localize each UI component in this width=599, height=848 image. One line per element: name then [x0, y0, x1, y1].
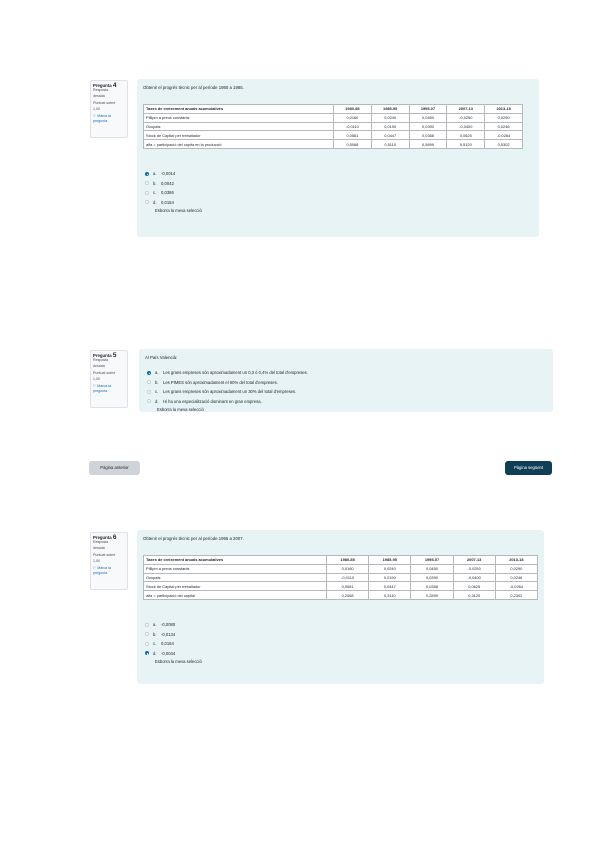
answer-option-b[interactable]	[147, 378, 547, 388]
table-cell: 0,0581	[334, 131, 372, 140]
table-row	[144, 582, 538, 591]
option-letter: a.	[153, 622, 157, 628]
table-header: 1985-95	[371, 105, 409, 114]
table-cell: 0,5899	[409, 140, 447, 149]
radio-icon[interactable]	[147, 399, 151, 403]
option-text: Les grans empreses són aproximadament un 30% del total d'empreses.	[163, 389, 297, 395]
table-cell: -0,0250	[447, 113, 485, 122]
radio-icon[interactable]	[145, 651, 149, 655]
table-cell: 0,0240	[369, 564, 411, 573]
table-cell: -0,0264	[495, 582, 537, 591]
answer-option-c[interactable]	[147, 387, 547, 397]
answer-options	[145, 169, 533, 213]
table-cell: 0,0290	[495, 564, 537, 573]
answer-option-c[interactable]	[145, 188, 533, 198]
table-cell: 0,5302	[485, 140, 523, 149]
option-letter: a.	[153, 171, 157, 177]
question-label: Pregunta	[93, 535, 112, 540]
flag-icon: ⚐	[93, 114, 97, 119]
flag-icon: ⚐	[93, 384, 97, 389]
question-text: Obtenir el progrés tècnic per al període 1980 a 1985.	[143, 85, 244, 90]
score-text: Puntuat sobre	[93, 101, 116, 106]
question-number-value: 6	[112, 534, 117, 541]
option-text: 0,0042	[161, 180, 174, 186]
table-cell: Ocupats	[144, 573, 327, 582]
table-cell: Stock de Capital per treballador	[144, 582, 327, 591]
table-cell: 0,0390	[411, 573, 453, 582]
flag-label: Marca la	[97, 566, 112, 571]
option-letter: b.	[153, 180, 157, 186]
option-text: -0,0134	[161, 631, 176, 637]
growth-rates-table	[143, 555, 538, 600]
status-text: Resposta	[93, 540, 109, 545]
table-cell: 0,0390	[409, 122, 447, 131]
score-value: 1,00	[93, 558, 100, 563]
question-number-value: 4	[112, 82, 117, 89]
previous-page-button[interactable]: Pàgina anterior	[89, 461, 140, 475]
score-text: Puntuat sobre	[93, 371, 116, 376]
table-header-row	[144, 556, 538, 565]
question-content	[137, 79, 539, 237]
table-header: 2013-18	[485, 105, 523, 114]
table-cell: 0,5110	[371, 140, 409, 149]
radio-icon[interactable]	[145, 181, 149, 185]
score-value: 1,00	[93, 376, 100, 381]
option-text: -0,0080	[161, 622, 176, 628]
question-text: Al País Valencià:	[145, 355, 178, 360]
table-cell: 0,3110	[369, 591, 411, 600]
answer-option-d[interactable]	[145, 648, 538, 658]
table-cell: alfa = participació del capital	[144, 591, 327, 600]
question-info	[90, 532, 128, 590]
table-cell: PIBpm a preus constants	[144, 564, 327, 573]
score-value: 1,00	[93, 106, 100, 111]
option-text: -0,0014	[161, 171, 176, 177]
table-cell: 0,2302	[495, 591, 537, 600]
table-header: 2013-18	[495, 556, 537, 565]
growth-rates-table	[143, 104, 523, 149]
table-cell: -0,0250	[453, 564, 495, 573]
table-cell: 0,0450	[411, 564, 453, 573]
table-row	[144, 573, 538, 582]
table-cell: -0,0400	[447, 122, 485, 131]
table-header: 1995-07	[411, 556, 453, 565]
table-cell: 0,0246	[495, 573, 537, 582]
radio-icon[interactable]	[147, 371, 151, 375]
table-row	[144, 122, 523, 131]
answer-options	[145, 620, 538, 664]
clear-selection-link[interactable]: Esborra la meva selecció	[155, 658, 202, 664]
question-label: Pregunta	[93, 83, 112, 88]
table-header: 1980-85	[327, 556, 369, 565]
answer-option-a[interactable]	[147, 368, 547, 378]
table-cell: 0,0246	[485, 122, 523, 131]
status-text: desada	[93, 93, 105, 98]
table-cell: -0,0400	[453, 573, 495, 582]
score-text: Puntuat sobre	[93, 553, 116, 558]
table-cell: Ocupats	[144, 122, 334, 131]
table-cell: 0,0240	[371, 113, 409, 122]
table-header: Taxes de creixement anuals acumulatives	[144, 556, 327, 565]
table-cell: 0,0625	[453, 582, 495, 591]
radio-icon[interactable]	[145, 632, 149, 636]
table-cell: -0,0110	[327, 573, 369, 582]
answer-option-a[interactable]	[145, 169, 533, 179]
radio-icon[interactable]	[145, 623, 149, 627]
table-cell: -0,0110	[334, 122, 372, 131]
table-cell: 0,0290	[485, 113, 523, 122]
option-text: 0,0386	[161, 190, 174, 196]
table-cell: 0,0190	[371, 122, 409, 131]
radio-icon[interactable]	[145, 642, 149, 646]
option-letter: b.	[155, 379, 159, 385]
option-letter: c.	[153, 641, 157, 647]
option-text: -0,0044	[161, 650, 176, 656]
status-text: Resposta	[93, 88, 109, 93]
flag-label[interactable]: pregunta	[93, 389, 108, 394]
option-letter: d.	[155, 398, 159, 404]
radio-icon[interactable]	[145, 200, 149, 204]
table-cell: 0,0447	[371, 131, 409, 140]
clear-selection-link[interactable]: Esborra la meva selecció	[157, 407, 204, 412]
status-text: desada	[93, 363, 105, 368]
table-header: 2007-13	[447, 105, 485, 114]
table-row	[144, 113, 523, 122]
table-row	[144, 564, 538, 573]
clear-selection-link[interactable]: Esborra la meva selecció	[155, 207, 202, 213]
table-cell: 0,2899	[411, 591, 453, 600]
table-row	[144, 140, 523, 149]
table-cell: 0,0358	[411, 582, 453, 591]
table-cell: 0,5068	[334, 140, 372, 149]
table-cell: 0,0160	[334, 113, 372, 122]
answer-option-b[interactable]	[145, 629, 538, 639]
question-label: Pregunta	[93, 353, 112, 358]
answer-option-d[interactable]	[145, 197, 533, 207]
option-text: Les PIMES són aproximadament el 60% del total d'empreses.	[163, 379, 278, 385]
question-text: Obtenir el progrés tècnic per al període 1995 a 2007.	[143, 536, 244, 541]
flag-icon: ⚐	[93, 566, 97, 571]
flag-label[interactable]: pregunta	[93, 119, 108, 124]
question-content	[139, 349, 553, 412]
status-text: desada	[93, 545, 105, 550]
question-content	[137, 530, 544, 684]
table-header: Taxes de creixement anuals acumulatives	[144, 105, 334, 114]
table-cell: 0,0581	[327, 582, 369, 591]
table-cell: 0,0450	[409, 113, 447, 122]
table-cell: alfa = participació del capita en la producció	[144, 140, 334, 149]
table-header: 1995-07	[409, 105, 447, 114]
table-cell: 0,5120	[447, 140, 485, 149]
option-letter: c.	[153, 190, 157, 196]
question-number-value: 5	[112, 352, 117, 359]
table-cell: 0,0190	[369, 573, 411, 582]
answer-option-c[interactable]	[145, 639, 538, 649]
table-cell: 0,3120	[453, 591, 495, 600]
option-text: Hi ha una especialització dominant en gran empresa.	[163, 398, 262, 404]
table-cell: -0,0264	[485, 131, 523, 140]
table-row	[144, 591, 538, 600]
table-cell: 0,0447	[369, 582, 411, 591]
answer-option-d[interactable]	[147, 397, 547, 407]
radio-icon[interactable]	[145, 191, 149, 195]
option-letter: a.	[155, 370, 159, 376]
radio-icon[interactable]	[147, 390, 151, 394]
question-info	[90, 350, 128, 408]
table-cell: 0,0358	[409, 131, 447, 140]
table-cell: 0,0625	[447, 131, 485, 140]
table-cell: 0,0160	[327, 564, 369, 573]
radio-icon[interactable]	[145, 172, 149, 176]
option-letter: d.	[153, 199, 157, 205]
flag-label: Marca la	[97, 384, 112, 389]
option-letter: d.	[153, 650, 157, 656]
option-text: 0,0154	[161, 199, 174, 205]
option-text: Les grans empreses són aproximadament un 0,3 ó 0,4% del total d'empreses.	[163, 370, 308, 376]
table-header-row	[144, 105, 523, 114]
table-row	[144, 131, 523, 140]
question-info	[90, 80, 128, 138]
option-letter: c.	[155, 389, 159, 395]
option-letter: b.	[153, 631, 157, 637]
answer-option-b[interactable]	[145, 178, 533, 188]
table-cell: 0,2068	[327, 591, 369, 600]
table-cell: PIBpm a preus constants	[144, 113, 334, 122]
flag-label[interactable]: pregunta	[93, 571, 108, 576]
flag-label: Marca la	[97, 114, 112, 119]
table-cell: Stock de Capital per treballador	[144, 131, 334, 140]
table-header: 1985-95	[369, 556, 411, 565]
status-text: Resposta	[93, 358, 109, 363]
table-header: 1980-85	[334, 105, 372, 114]
table-header: 2007-13	[453, 556, 495, 565]
next-page-button[interactable]: Pàgina següent	[505, 461, 552, 475]
radio-icon[interactable]	[147, 380, 151, 384]
option-text: 0,0164	[161, 641, 174, 647]
answer-options	[147, 368, 547, 412]
answer-option-a[interactable]	[145, 620, 538, 630]
